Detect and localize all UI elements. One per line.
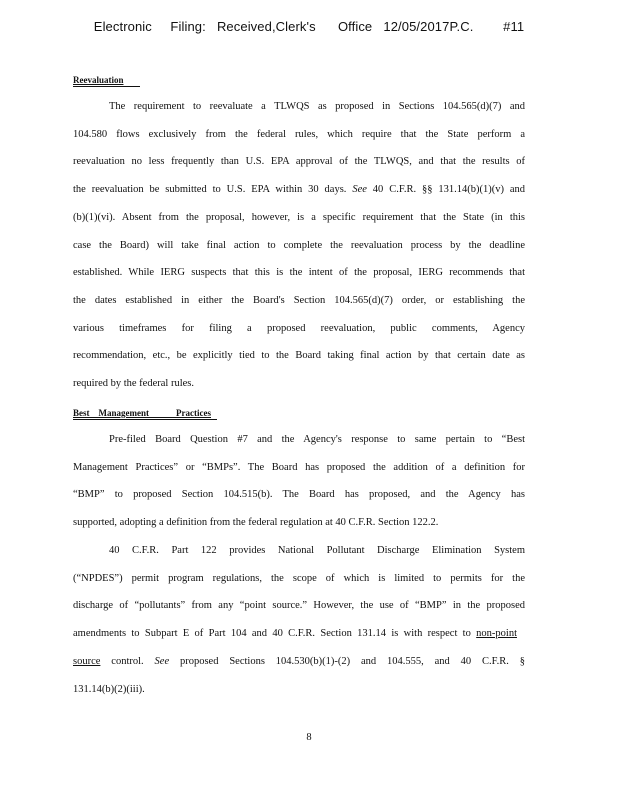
bmp-paragraph-2 [73,537,525,703]
text-line: discharge of “pollutants” from any “point source.” However, the use of “BMP” in the proposed [73,600,525,612]
section-heading-best-management-practices: Best Management Practices [73,408,211,418]
see-signal: See [154,655,170,667]
text-line: (b)(1)(vi). Absent from the proposal, however, is a specific requirement that the State (in this [73,211,525,223]
heading-underline [73,419,217,420]
text-line: required by the federal rules. [73,378,194,390]
text-line: reevaluation no less frequently than U.S. EPA approval of the TLWQS, and that the results of [73,156,525,168]
text-line: established. While IERG suspects that this is the intent of the proposal, IERG recommends that [73,267,525,279]
text-line: the dates established in either the Board's Section 104.565(d)(7) order, or establishing the [73,294,525,306]
text-fragment: proposed Sections 104.530(b)(1)-(2) and 104.555, and 40 C.F.R. § [169,655,526,667]
heading-underline [73,86,140,87]
bmp-paragraph-1 [73,426,525,537]
text-fragment: control. [111,655,144,667]
text-fragment: the reevaluation be submitted to U.S. EPA within 30 days. [73,184,347,196]
text-line: The requirement to reevaluate a TLWQS as proposed in Sections 104.565(d)(7) and [109,101,525,112]
text-line: various timeframes for filing a proposed reevaluation, public comments, Agency [73,322,525,334]
text-line: supported, adopting a definition from the federal regulation at 40 C.F.R. Section 122.2. [73,517,439,529]
underlined-term: non-point [476,628,517,640]
text-line: Pre-filed Board Question #7 and the Agency's response to same pertain to “Best [109,434,525,445]
section-heading-reevaluation: Reevaluation [73,75,124,85]
text-line: “BMP” to proposed Section 104.515(b). The Board has proposed, and the Agency has [73,489,525,501]
filing-stamp-header: Electronic Filing: Received,Clerk's Office 12/05/2017P.C. #11 [93,19,525,34]
text-fragment: amendments to Subpart E of Part 104 and 40 C.F.R. Section 131.14 is with respect to [73,628,471,640]
text-line [73,620,525,648]
text-line [73,176,525,204]
text-fragment: 40 C.F.R. §§ 131.14(b)(1)(v) and [366,184,526,196]
underlined-term: source [73,655,101,667]
reevaluation-paragraph [73,93,525,398]
see-signal: See [352,184,367,196]
text-line [73,648,525,676]
text-line: case the Board) will take final action to complete the reevaluation process by the deadline [73,239,525,251]
text-line: 131.14(b)(2)(iii). [73,683,145,695]
text-line: recommendation, etc., be explicitly tied to the Board taking final action by that certain date as [73,350,525,362]
text-line: 104.580 flows exclusively from the federal rules, which require that the State perform a [73,128,525,140]
text-line: 40 C.F.R. Part 122 provides National Pollutant Discharge Elimination System [109,545,525,556]
text-line: Management Practices” or “BMPs”. The Board has proposed the addition of a definition for [73,461,525,473]
page-number: 8 [306,732,312,743]
text-line: (“NPDES”) permit program regulations, the scope of which is limited to permits for the [73,572,525,584]
